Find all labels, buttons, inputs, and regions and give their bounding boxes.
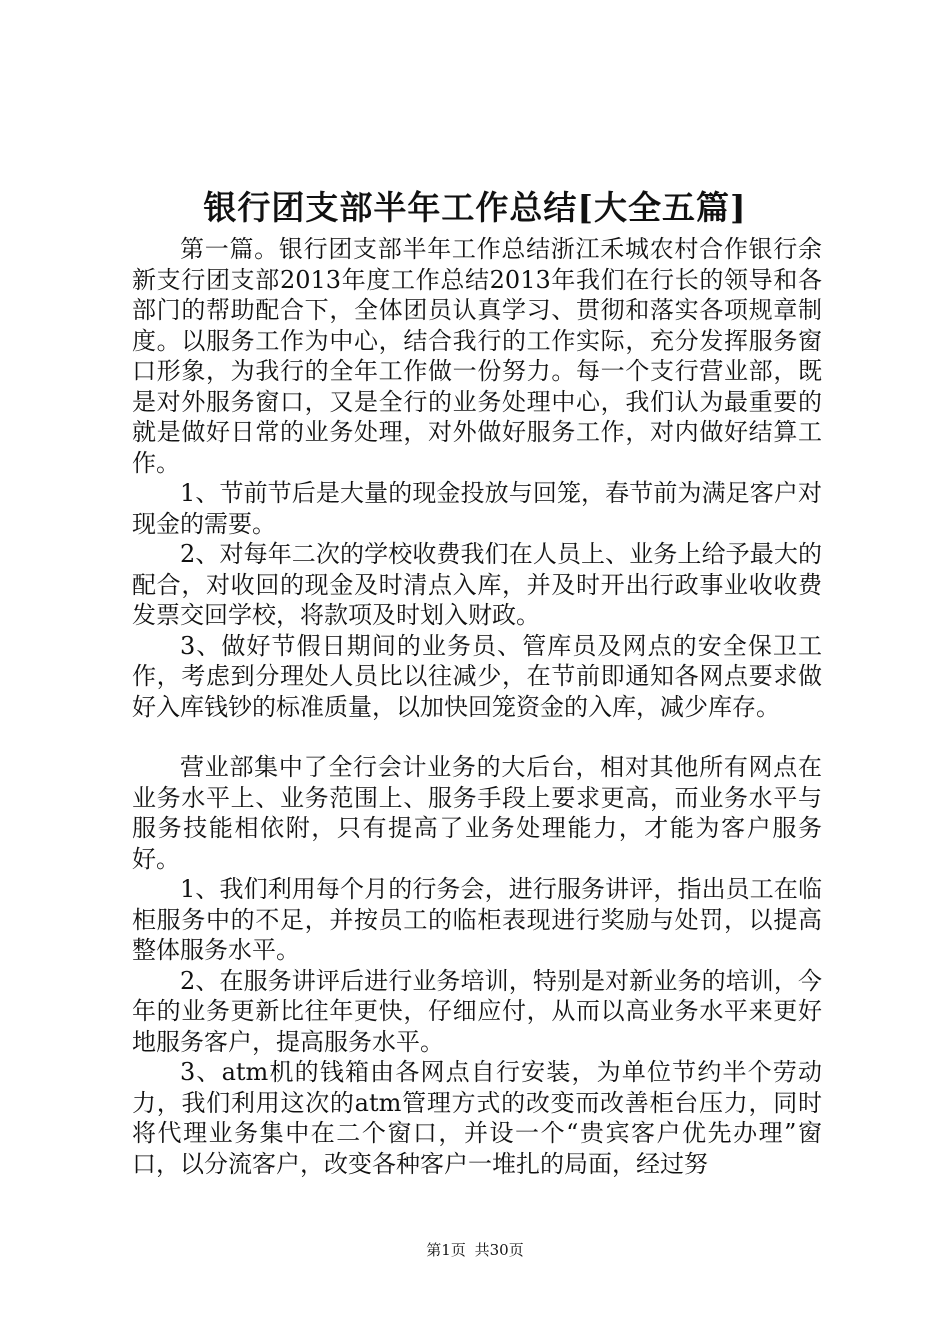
paragraph: 2、对每年二次的学校收费我们在人员上、业务上给予最大的配合，对收回的现金及时清点入库，并及时开出行政事业收收费发票交回学校，将款项及时划入财政。 — [132, 540, 822, 629]
document-title: 银行团支部半年工作总结[大全五篇] — [203, 188, 747, 227]
document-body — [132, 234, 822, 1179]
paragraph: 2、在服务讲评后进行业务培训，特别是对新业务的培训，今年的业务更新比往年更快，仔细应付，从而以高业务水平来更好地服务客户，提高服务水平。 — [132, 966, 822, 1056]
paragraph: 3、atm机的钱箱由各网点自行安装，为单位节约半个劳动力，我们利用这次的atm管理方式的改变而改善柜台压力，同时将代理业务集中在二个窗口，并设一个“贵宾客户优先办理”窗口，以分流客户，改变各种客户一堆扎的局面，经过努 — [132, 1058, 822, 1178]
page-number-footer: 第1页 共30页 — [426, 1241, 524, 1259]
paragraph: 第一篇。银行团支部半年工作总结浙江禾城农村合作银行余新支行团支部2013年度工作总结2013年我们在行长的领导和各部门的帮助配合下，全体团员认真学习、贯彻和落实各项规章制度。以服务工作为中心，结合我行的工作实际，充分发挥服务窗口形象，为我行的全年工作做一份努力。每一个支行营业部，既是对外服务窗口，又是全行的业务处理中心，我们认为最重要的就是做好日常的业务处理，对外做好服务工作，对内做好结算工作。 — [132, 235, 822, 477]
paragraph: 营业部集中了全行会计业务的大后台，相对其他所有网点在业务水平上、业务范围上、服务手段上要求更高，而业务水平与服务技能相依附，只有提高了业务处理能力，才能为客户服务好。 — [132, 753, 822, 873]
paragraph: 1、节前节后是大量的现金投放与回笼，春节前为满足客户对现金的需要。 — [132, 479, 822, 538]
paragraph: 1、我们利用每个月的行务会，进行服务讲评，指出员工在临柜服务中的不足，并按员工的临柜表现进行奖励与处罚，以提高整体服务水平。 — [132, 875, 822, 964]
paragraph-gap — [132, 722, 822, 752]
paragraph: 3、做好节假日期间的业务员、管库员及网点的安全保卫工作，考虑到分理处人员比以往减少，在节前即通知各网点要求做好入库钱钞的标准质量，以加快回笼资金的入库，减少库存。 — [132, 631, 822, 721]
